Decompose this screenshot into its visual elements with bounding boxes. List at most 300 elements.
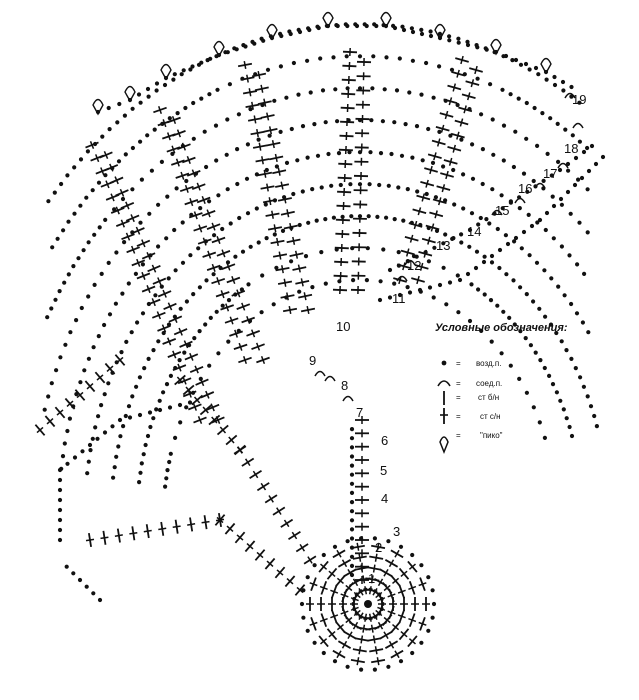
double-crochet-crossbar: [274, 224, 275, 232]
chain-stitch: [346, 86, 350, 90]
chain-stitch: [573, 183, 577, 187]
chain-stitch: [410, 553, 414, 557]
chain-stitch: [456, 37, 460, 41]
row-label-10: 10: [336, 319, 351, 334]
double-crochet-crossbar: [299, 265, 301, 273]
chain-stitch: [91, 188, 95, 192]
chain-stitch: [410, 156, 414, 160]
legend-item-sc: [444, 391, 499, 405]
chain-stitch: [384, 24, 388, 28]
double-crochet-crossbar: [289, 306, 290, 314]
double-crochet-crossbar: [290, 223, 292, 231]
chain-stitch: [128, 415, 132, 419]
double-crochet-crossbar: [430, 166, 432, 174]
chain-stitch: [108, 127, 112, 131]
chain-stitch: [333, 659, 337, 663]
chain-stitch: [419, 641, 423, 645]
chain-stitch: [350, 527, 354, 531]
chain-stitch: [581, 320, 585, 324]
row-label-15: 15: [495, 203, 510, 218]
chain-stitch: [371, 54, 375, 58]
double-crochet-crossbar: [359, 646, 360, 654]
double-crochet-crossbar: [450, 158, 452, 166]
double-crochet-crossbar: [449, 97, 451, 105]
chain-stitch: [388, 268, 392, 272]
chain-stitch: [519, 63, 523, 67]
chain-stitch: [103, 430, 107, 434]
chain-stitch: [151, 348, 155, 352]
chain-stitch: [145, 133, 149, 137]
chain-stitch: [514, 58, 518, 62]
chain-stitch: [296, 93, 300, 97]
chain-stitch: [542, 268, 546, 272]
chain-stitch: [329, 184, 333, 188]
chain-stitch: [134, 272, 138, 276]
double-crochet-crossbar: [216, 519, 224, 520]
chain-stitch: [58, 538, 62, 542]
double-crochet-crossbar: [158, 528, 166, 529]
chain-stitch: [107, 106, 111, 110]
chain-stitch: [85, 471, 89, 475]
chain-stitch: [103, 392, 107, 396]
chain-stitch: [50, 381, 54, 385]
chain-stitch: [168, 116, 172, 120]
chain-stitch: [137, 92, 141, 96]
legend: [435, 322, 568, 452]
chain-stitch: [110, 424, 114, 428]
chain-stitch: [289, 259, 293, 263]
row-label-11: 11: [392, 291, 406, 306]
chain-stitch: [114, 250, 118, 254]
legend-item-slip: [438, 379, 502, 388]
chain-stitch: [142, 452, 146, 456]
chain-stitch: [556, 160, 560, 164]
chain-stitch: [158, 408, 162, 412]
chain-stitch: [375, 215, 379, 219]
chain-stitch: [389, 152, 393, 156]
chain-stitch: [560, 244, 564, 248]
chain-stitch: [495, 304, 499, 308]
double-crochet-crossbar: [115, 535, 123, 536]
chain-stitch: [393, 26, 397, 30]
double-crochet-crossbar: [267, 184, 268, 192]
chain-stitch: [46, 394, 50, 398]
chain-stitch: [476, 77, 480, 81]
chain-stitch: [538, 218, 542, 222]
double-crochet-crossbar: [262, 156, 263, 164]
chain-stitch: [49, 306, 53, 310]
chain-stitch: [350, 464, 354, 468]
chain-stitch: [447, 38, 451, 42]
double-crochet-crossbar: [457, 70, 459, 78]
chain-stitch: [88, 448, 92, 452]
chain-stitch: [402, 28, 406, 32]
chain-stitch: [146, 87, 150, 91]
chain-stitch: [226, 50, 230, 54]
chain-stitch: [198, 285, 202, 289]
chain-stitch: [350, 445, 354, 449]
double-crochet-crossbar: [377, 657, 378, 665]
double-crochet-crossbar: [257, 129, 258, 137]
chain-stitch: [214, 124, 218, 128]
chain-stitch: [272, 99, 276, 103]
chain-stitch: [476, 287, 480, 291]
chain-stitch: [181, 220, 185, 224]
chain-stitch: [404, 122, 408, 126]
chain-stitch: [594, 162, 598, 166]
picot-icon: [440, 437, 448, 452]
chain-stitch: [367, 214, 371, 218]
chain-stitch: [227, 298, 231, 302]
chain-stitch: [494, 50, 498, 54]
chain-stitch: [212, 272, 216, 276]
legend-label: ст с/н: [480, 412, 501, 421]
double-crochet-crossbar: [307, 306, 309, 314]
chain-stitch: [534, 351, 538, 355]
chain-stitch: [301, 189, 305, 193]
chain-stitch: [398, 56, 402, 60]
chain-stitch: [560, 203, 564, 207]
chain-stitch: [138, 375, 142, 379]
chain-stitch: [127, 404, 131, 408]
chain-stitch: [544, 228, 548, 232]
chain-stitch: [470, 211, 474, 215]
chain-stitch: [165, 468, 169, 472]
chain-stitch: [226, 187, 230, 191]
chain-stitch: [415, 124, 419, 128]
chain-stitch: [490, 340, 494, 344]
chain-stitch: [78, 578, 82, 582]
chain-stitch: [61, 454, 65, 458]
chain-stitch: [318, 56, 322, 60]
chain-stitch: [225, 117, 229, 121]
chain-stitch: [305, 59, 309, 63]
chain-stitch: [272, 302, 276, 306]
legend-item-dc: [440, 408, 501, 424]
chain-stitch: [127, 281, 131, 285]
double-crochet-crossbar: [363, 625, 364, 633]
double-crochet-crossbar: [173, 526, 181, 527]
chain-stitch: [392, 120, 396, 124]
legend-label: соед.п.: [476, 379, 503, 388]
chain-stitch: [226, 340, 230, 344]
chain-stitch: [72, 212, 76, 216]
chain-stitch: [574, 366, 578, 370]
chain-stitch: [582, 272, 586, 276]
chain-stitch: [560, 339, 564, 343]
double-crochet-crossbar: [457, 132, 459, 140]
double-crochet-crossbar: [361, 636, 362, 644]
chain-stitch: [442, 266, 446, 270]
chain-stitch: [91, 591, 95, 595]
chain-stitch: [441, 164, 445, 168]
chain-stitch: [113, 465, 117, 469]
chain-stitch: [502, 124, 506, 128]
chain-stitch: [190, 64, 194, 68]
double-crochet-crossbar: [101, 537, 109, 538]
double-crochet-crossbar: [357, 657, 358, 665]
chain-stitch: [243, 44, 247, 48]
chain-stitch: [66, 220, 70, 224]
chain-stitch: [114, 302, 118, 306]
chain-stitch: [500, 351, 504, 355]
chain-stitch: [411, 30, 415, 34]
double-crochet-crossbar: [279, 252, 280, 260]
chain-stitch: [260, 273, 264, 277]
chain-stitch: [59, 182, 63, 186]
chain-stitch: [350, 454, 354, 458]
chain-stitch: [216, 351, 220, 355]
double-crochet-crossbar: [453, 145, 455, 153]
chain-stitch: [558, 168, 562, 172]
chain-stitch: [93, 283, 97, 287]
chain-stitch: [424, 61, 428, 65]
chain-stitch: [142, 366, 146, 370]
chain-stitch: [437, 130, 441, 134]
chain-stitch: [108, 312, 112, 316]
chain-stitch: [381, 247, 385, 251]
chain-stitch: [450, 237, 454, 241]
double-crochet-crossbar: [247, 75, 248, 83]
chain-stitch: [456, 273, 460, 277]
chain-stitch: [339, 183, 343, 187]
chain-stitch: [401, 219, 405, 223]
chain-stitch: [350, 491, 354, 495]
chain-stitch: [174, 268, 178, 272]
chain-stitch: [191, 292, 195, 296]
chain-stitch: [65, 462, 69, 466]
chain-stitch: [485, 48, 489, 52]
chain-stitch: [540, 111, 544, 115]
chain-stitch: [386, 665, 390, 669]
chain-stitch: [147, 357, 151, 361]
chain-stitch: [586, 330, 590, 334]
chain-stitch: [575, 262, 579, 266]
chain-stitch: [350, 473, 354, 477]
chain-stitch: [350, 482, 354, 486]
chain-stitch: [429, 29, 433, 33]
double-crochet-crossbar: [202, 522, 210, 523]
chain-stitch: [566, 190, 570, 194]
chain-stitch: [369, 118, 373, 122]
chain-stitch: [161, 390, 165, 394]
chain-stitch: [199, 97, 203, 101]
chain-stitch: [586, 230, 590, 234]
chain-stitch: [266, 68, 270, 72]
chain-stitch: [79, 157, 83, 161]
chain-stitch: [368, 150, 372, 154]
chain-stitch: [432, 295, 436, 299]
chain-stitch: [474, 266, 478, 270]
chain-stitch: [53, 298, 57, 302]
chain-stitch: [135, 320, 139, 324]
chain-stitch: [153, 128, 157, 132]
chain-stitch: [496, 227, 500, 231]
chain-stitch: [72, 165, 76, 169]
chain-stitch: [204, 165, 208, 169]
chain-stitch: [452, 202, 456, 206]
chain-stitch: [203, 322, 207, 326]
double-crochet-crossbar: [301, 278, 303, 286]
chain-stitch: [520, 246, 524, 250]
chain-stitch: [535, 144, 539, 148]
chain-stitch: [322, 651, 326, 655]
chain-stitch: [587, 169, 591, 173]
chain-stitch: [562, 407, 566, 411]
double-crochet-crossbar: [411, 235, 413, 243]
stitch-pattern: [35, 13, 605, 672]
chain-stitch: [350, 509, 354, 513]
chain-stitch: [392, 282, 396, 286]
row-label-19: 19: [572, 92, 587, 107]
chain-stitch: [164, 76, 168, 80]
chain-stitch: [167, 460, 171, 464]
chain-stitch: [510, 58, 514, 62]
row-label-14: 14: [467, 224, 482, 239]
chain-stitch: [530, 224, 534, 228]
chain-stitch: [68, 330, 72, 334]
chain-stitch: [309, 90, 313, 94]
double-crochet-crossbar: [431, 224, 433, 232]
chain-stitch: [533, 184, 537, 188]
chain-stitch: [428, 285, 432, 289]
chain-stitch: [563, 293, 567, 297]
double-crochet-crossbar: [403, 262, 405, 270]
row-label-8: 8: [341, 378, 349, 393]
chain-stitch: [301, 124, 305, 128]
row-label-13: 13: [436, 238, 451, 253]
chain-stitch: [82, 248, 86, 252]
chain-stitch: [488, 82, 492, 86]
chain-stitch: [139, 101, 143, 105]
chain-stitch: [504, 272, 508, 276]
chain-stitch: [137, 480, 141, 484]
chain-stitch: [87, 240, 91, 244]
chain-stitch: [461, 172, 465, 176]
chain-stitch: [497, 266, 501, 270]
chain-stitch: [121, 197, 125, 201]
row-label-6: 6: [381, 433, 389, 448]
chain-stitch: [150, 169, 154, 173]
chain-stitch: [178, 358, 182, 362]
chain-stitch: [447, 34, 451, 38]
chain-stitch: [100, 272, 104, 276]
chain-stitch: [78, 204, 82, 208]
row-label-2: 2: [375, 540, 383, 555]
chain-stitch: [176, 111, 180, 115]
chain-stitch: [215, 88, 219, 92]
chain-stitch: [578, 375, 582, 379]
chain-stitch: [536, 72, 540, 76]
chain-stitch: [483, 292, 487, 296]
chain-stitch: [470, 142, 474, 146]
chain-stitch: [547, 374, 551, 378]
chain-stitch: [553, 83, 557, 87]
chain-stitch: [131, 107, 135, 111]
chain-stitch: [426, 629, 430, 633]
double-crochet-crossbar: [187, 524, 195, 525]
chain-stitch: [531, 299, 535, 303]
chain-stitch: [98, 598, 102, 602]
chain-stitch: [306, 629, 310, 633]
chain-stitch: [585, 146, 589, 150]
chain-stitch: [65, 429, 69, 433]
double-crochet-crossbar: [86, 539, 94, 540]
chain-stitch: [168, 405, 172, 409]
row-label-7: 7: [356, 405, 364, 420]
double-crochet-crossbar: [282, 265, 283, 273]
row-label-16: 16: [518, 181, 533, 196]
chain-stitch: [500, 88, 504, 92]
chain-stitch: [123, 114, 127, 118]
chain-stitch: [235, 47, 239, 51]
chain-stitch: [169, 374, 173, 378]
chain-stitch: [397, 250, 401, 254]
chain-stitch: [119, 350, 123, 354]
chain-stitch: [97, 181, 101, 185]
chain-stitch: [128, 98, 132, 102]
chain-stitch: [451, 168, 455, 172]
chain-stitch: [204, 278, 208, 282]
chain-stitch: [58, 478, 62, 482]
chain-stitch: [511, 278, 515, 282]
chain-stitch: [571, 133, 575, 137]
chain-stitch: [466, 272, 470, 276]
chain-stitch: [582, 385, 586, 389]
chain-stitch: [235, 147, 239, 151]
double-crochet-crossbar: [464, 106, 466, 114]
chain-stitch: [421, 158, 425, 162]
chain-stitch: [124, 414, 128, 418]
legend-item-picot: [440, 431, 503, 452]
chain-stitch: [155, 81, 159, 85]
chain-stitch: [543, 366, 547, 370]
chain-stitch: [71, 264, 75, 268]
legend-label: возд.п.: [476, 359, 502, 368]
chain-stitch: [138, 221, 142, 225]
chain-stitch: [419, 93, 423, 97]
chain-stitch: [524, 62, 528, 66]
row-label-18: 18: [564, 141, 579, 156]
chain-stitch: [312, 122, 316, 126]
chain-stitch: [99, 403, 103, 407]
chain-stitch: [350, 436, 354, 440]
chain-stitch: [191, 101, 195, 105]
chain-stitch: [180, 72, 184, 76]
chain-stitch: [319, 250, 323, 254]
chain-stitch: [53, 191, 57, 195]
chain-stitch: [555, 390, 559, 394]
chain-stitch: [482, 260, 486, 264]
chain-stitch: [487, 221, 491, 225]
chain-stitch: [68, 417, 72, 421]
chain-stitch: [297, 290, 301, 294]
chain-stitch: [310, 187, 314, 191]
row-label-3: 3: [393, 524, 401, 539]
chain-stitch: [538, 420, 542, 424]
double-crochet-crossbar: [272, 211, 273, 219]
double-crochet-crossbar: [417, 276, 419, 284]
chain-stitch: [67, 272, 71, 276]
chain-stitch: [246, 211, 250, 215]
chain-stitch: [217, 53, 221, 57]
chain-stitch: [214, 158, 218, 162]
row-label-4: 4: [381, 491, 389, 506]
chain-stitch: [569, 302, 573, 306]
double-crochet-crossbar: [144, 531, 152, 532]
chain-stitch: [365, 278, 369, 282]
chain-stitch: [366, 246, 370, 250]
